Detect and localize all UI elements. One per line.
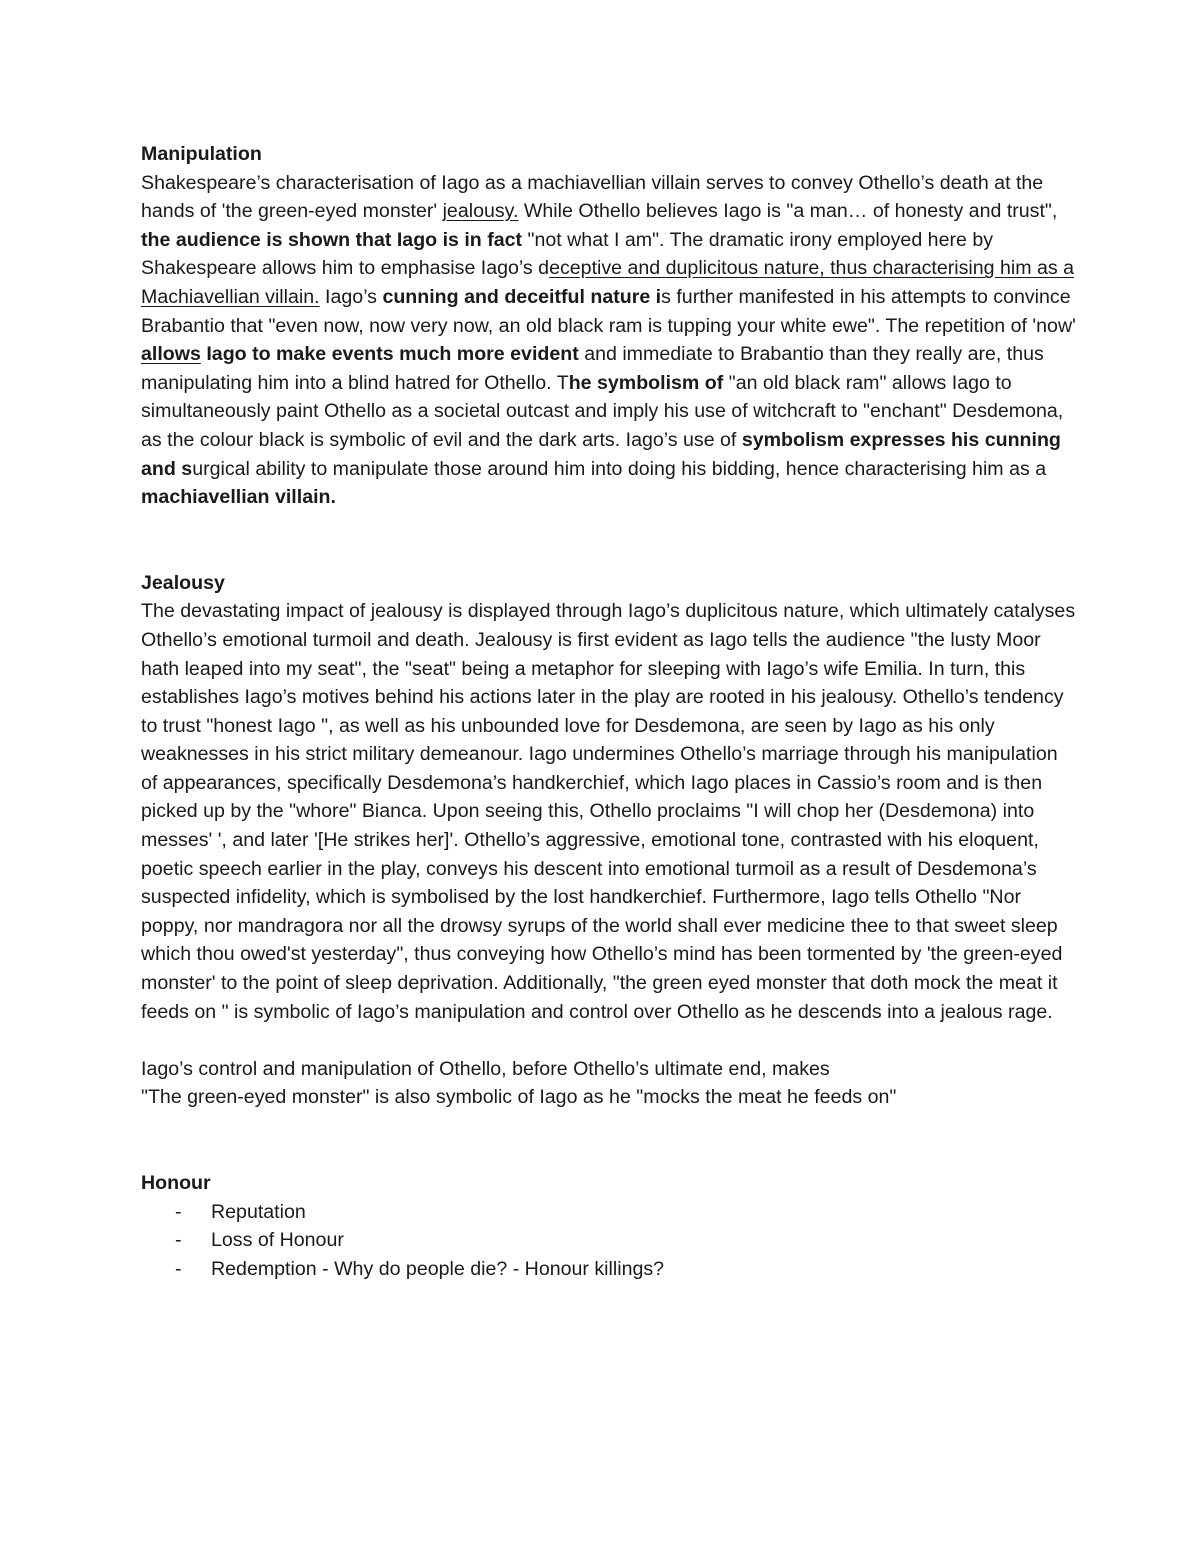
underlined-text: eceptive and duplicitous nature, thus characterising him as a Machiavellian villain.	[141, 257, 1075, 308]
list-item: - Loss of Honour	[141, 1226, 1076, 1255]
honour-list	[141, 1198, 1076, 1284]
dash-bullet-icon: -	[175, 1257, 182, 1280]
bold-underlined-text: allows	[141, 343, 201, 366]
section-heading-jealousy: Jealousy	[141, 571, 225, 594]
document-page	[141, 140, 1076, 1283]
spacer	[141, 512, 1076, 569]
spacer	[141, 1112, 1076, 1169]
list-item: - Reputation	[141, 1198, 1076, 1227]
dash-bullet-icon: -	[175, 1229, 182, 1252]
manipulation-paragraph: Shakespeare’s characterisation of Iago as a machiavellian villain serves to convey Othello’s death at the hands of 'the green-eyed monster' jealousy. While Othello believes Iago is "a man… of honesty and trust", the audience is shown that Iago is in fact "not what I am". The dramatic irony employed here by Shakespeare allows him to emphasise Iago’s deceptive and duplicitous nature, thus characterising him as a Machiavellian villain. Iago’s cunning and deceitful nature is further manifested in his attempts to convince Brabantio that "even now, now very now, an old black ram is tupping your white ewe". The repetition of 'now' allows Iago to make events much more evident and immediate to Brabantio than they really are, thus manipulating him into a blind hatred for Othello. The symbolism of "an old black ram" allows Iago to simultaneously paint Othello as a societal outcast and imply his use of witchcraft to "enchant" Desdemona, as the colour black is symbolic of evil and the dark arts. Iago’s use of symbolism expresses his cunning and surgical ability to manipulate those around him into doing his bidding, hence characterising him as a machiavellian villain.	[141, 171, 1076, 509]
bold-text: he symbolism of	[568, 371, 724, 394]
bold-text: the audience is shown that Iago is in fact	[141, 228, 523, 251]
jealousy-note-line-2: "The green-eyed monster" is also symbolic of Iago as he "mocks the meat he feeds on"	[141, 1086, 897, 1109]
underlined-text: jealousy.	[442, 200, 519, 223]
bold-text: machiavellian villain.	[141, 486, 336, 509]
list-item: - Redemption - Why do people die? - Honour killings?	[141, 1255, 1076, 1284]
jealousy-note-line-1: Iago’s control and manipulation of Othello, before Othello’s ultimate end, makes	[141, 1057, 830, 1080]
section-heading-honour: Honour	[141, 1172, 211, 1194]
bold-text: symbolism expresses his cunning and s	[141, 428, 1061, 480]
section-heading-manipulation: Manipulation	[141, 143, 262, 165]
spacer	[141, 1026, 1076, 1055]
bold-text: Iago to make events much more evident	[200, 343, 579, 366]
bold-text: cunning and deceitful nature i	[382, 285, 662, 308]
jealousy-paragraph: The devastating impact of jealousy is displayed through Iago’s duplicitous nature, which ultimately catalyses Othello’s emotional turmoil and death. Jealousy is first evident as Iago tells the audience "the lusty Moor hath leaped into my seat", the "seat" being a metaphor for sleeping with Iago’s wife Emilia. In turn, this establishes Iago’s motives behind his actions later in the play are rooted in his jealousy. Othello’s tendency to trust "honest Iago ", as well as his unbounded love for Desdemona, are seen by Iago as his only weaknesses in his strict military demeanour. Iago undermines Othello’s marriage through his manipulation of appearances, specifically Desdemona’s handkerchief, which Iago places in Cassio’s room and is then picked up by the "whore" Bianca. Upon seeing this, Othello proclaims "I will chop her (Desdemona) into messes' ', and later '[He strikes her]'. Othello’s aggressive, emotional tone, contrasted with his eloquent, poetic speech earlier in the play, conveys his descent into emotional turmoil as a result of Desdemona’s suspected infidelity, which is symbolised by the lost handkerchief. Furthermore, Iago tells Othello "Nor poppy, nor mandragora nor all the drowsy syrups of the world shall ever medicine thee to that sweet sleep which thou owed'st yesterday", thus conveying how Othello’s mind has been tormented by 'the green-eyed monster' to the point of sleep deprivation. Additionally, "the green eyed monster that doth mock the meat it feeds on " is symbolic of Iago’s manipulation and control over Othello as he descends into a jealous rage.	[141, 600, 1076, 1023]
dash-bullet-icon: -	[175, 1200, 182, 1223]
